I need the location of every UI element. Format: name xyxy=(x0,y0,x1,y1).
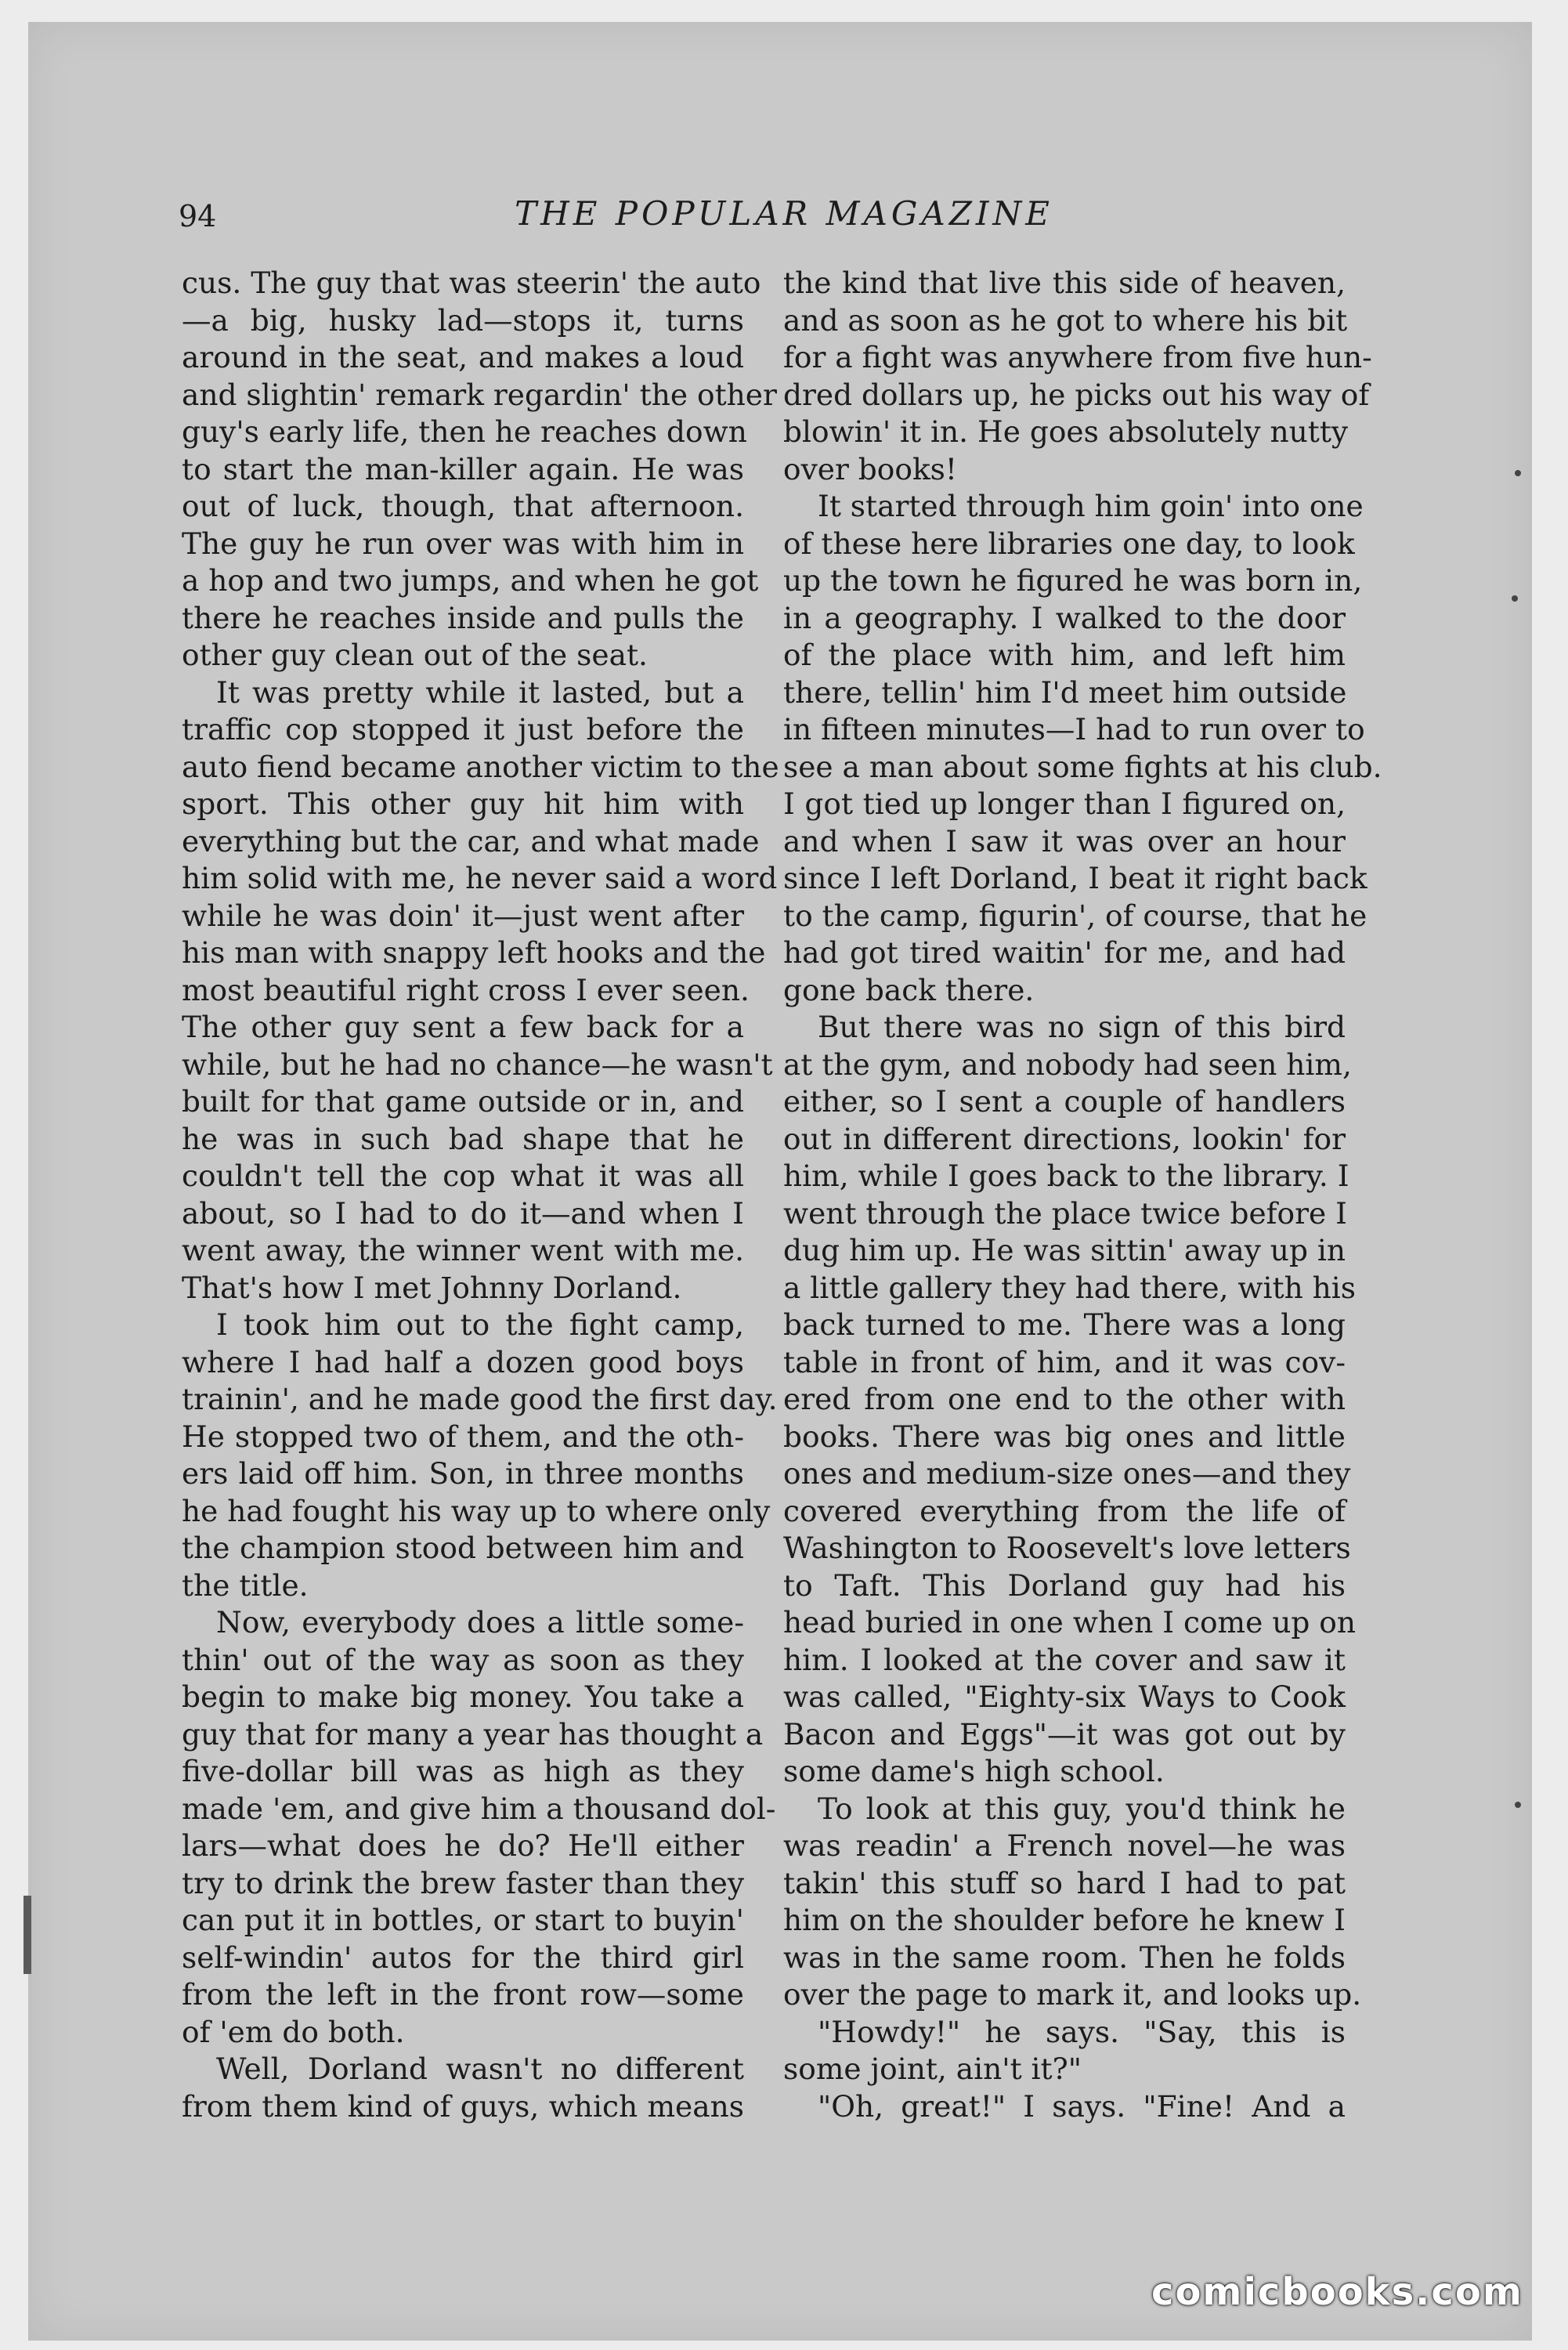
text-line: to Taft. This Dorland guy had his xyxy=(783,1567,1346,1603)
text-line: from them kind of guys, which means xyxy=(182,2088,744,2124)
text-line: five-dollar bill was as high as they xyxy=(182,1754,744,1788)
right-column xyxy=(783,265,1382,2125)
text-line: lars—what does he do? He'll either xyxy=(182,1828,744,1863)
text-line: ers laid off him. Son, in three months xyxy=(182,1456,744,1491)
text-line: sport. This other guy hit him with xyxy=(182,786,744,821)
edge-speck xyxy=(1512,595,1518,602)
text-line: ered from one end to the other with xyxy=(783,1382,1346,1416)
text-line: a hop and two jumps, and when he got xyxy=(182,563,759,598)
text-line: at the gym, and nobody had seen him, xyxy=(783,1047,1352,1082)
text-line: guy that for many a year has thought a xyxy=(182,1716,764,1752)
text-line: takin' this stuff so hard I had to pat xyxy=(783,1865,1346,1900)
text-line: dug him up. He was sittin' away up in xyxy=(783,1233,1346,1267)
text-line: the title. xyxy=(182,1567,309,1603)
text-line: the champion stood between him and xyxy=(182,1531,744,1565)
text-line: Now, everybody does a little some- xyxy=(216,1605,744,1640)
text-line: I got tied up longer than I figured on, xyxy=(783,786,1346,821)
page-number: 94 xyxy=(179,199,217,233)
text-line: He stopped two of them, and the oth- xyxy=(182,1419,744,1454)
text-line: about, so I had to do it—and when I xyxy=(182,1195,744,1231)
text-line: him solid with me, he never said a word xyxy=(182,861,778,895)
text-line: since I left Dorland, I beat it right back xyxy=(783,861,1367,895)
text-line: in a geography. I walked to the door xyxy=(783,600,1346,635)
text-line: over books! xyxy=(783,451,957,486)
text-line: while he was doin' it—just went after xyxy=(182,898,744,933)
text-line: over the page to mark it, and looks up. xyxy=(783,1977,1362,2012)
text-line: there he reaches inside and pulls the xyxy=(182,600,744,635)
text-line: a little gallery they had there, with his xyxy=(783,1270,1357,1305)
text-line: he was in such bad shape that he xyxy=(182,1121,744,1156)
text-line: covered everything from the life of xyxy=(783,1493,1346,1528)
text-line: him on the shoulder before he knew I xyxy=(783,1903,1346,1937)
text-line: trainin', and he made good the first day. xyxy=(182,1382,778,1416)
text-line: and slightin' remark regardin' the other xyxy=(182,377,777,412)
text-line: he had fought his way up to where only xyxy=(182,1493,771,1528)
text-line: out in different directions, lookin' for xyxy=(783,1121,1346,1156)
text-line: to start the man-killer again. He was xyxy=(182,451,744,486)
text-line: was readin' a French novel—he was xyxy=(783,1828,1346,1863)
text-line: there, tellin' him I'd meet him outside xyxy=(783,674,1347,710)
edge-speck xyxy=(1515,1802,1521,1808)
text-line: couldn't tell the cop what it was all xyxy=(182,1159,744,1193)
text-line: —a big, husky lad—stops it, turns xyxy=(182,302,744,338)
text-line: of 'em do both. xyxy=(182,2014,405,2049)
text-line: up the town he figured he was born in, xyxy=(783,563,1363,598)
text-line: everything but the car, and what made xyxy=(182,823,760,859)
text-line: It was pretty while it lasted, but a xyxy=(216,674,744,710)
text-line: around in the seat, and makes a loud xyxy=(182,340,744,374)
text-line: built for that game outside or in, and xyxy=(182,1084,744,1119)
text-line: and when I saw it was over an hour xyxy=(783,823,1346,859)
text-line: either, so I sent a couple of handlers xyxy=(783,1084,1346,1119)
text-line: But there was no sign of this bird xyxy=(818,1010,1346,1044)
text-line: Washington to Roosevelt's love letters xyxy=(783,1531,1351,1565)
text-line: from the left in the front row—some xyxy=(182,1977,744,2012)
text-line: That's how I met Johnny Dorland. xyxy=(182,1270,682,1305)
text-line: his man with snappy left hooks and the xyxy=(182,935,766,970)
text-line: for a fight was anywhere from five hun- xyxy=(783,340,1372,374)
text-line: went away, the winner went with me. xyxy=(182,1233,744,1267)
text-line: to the camp, figurin', of course, that he xyxy=(783,898,1367,933)
text-line: was in the same room. Then he folds xyxy=(783,1940,1346,1975)
text-line: was called, "Eighty-six Ways to Cook xyxy=(783,1679,1346,1714)
text-line: made 'em, and give him a thousand dol- xyxy=(182,1791,776,1826)
edge-speck xyxy=(1515,470,1521,476)
text-line: where I had half a dozen good boys xyxy=(182,1344,744,1379)
text-line: The guy he run over was with him in xyxy=(182,526,744,561)
text-line: thin' out of the way as soon as they xyxy=(182,1642,744,1677)
text-line: him, while I goes back to the library. I xyxy=(783,1159,1349,1193)
text-line: out of luck, though, that afternoon. xyxy=(182,489,744,523)
text-line: while, but he had no chance—he wasn't xyxy=(182,1047,773,1082)
text-line: back turned to me. There was a long xyxy=(783,1307,1346,1342)
left-column xyxy=(182,265,779,2125)
text-line: dred dollars up, he picks out his way of xyxy=(783,377,1370,412)
text-line: traffic cop stopped it just before the xyxy=(182,712,744,747)
text-line: It started through him goin' into one xyxy=(818,489,1364,523)
watermark-logo: comicbooks.com xyxy=(1151,2270,1523,2314)
text-line: see a man about some fights at his club. xyxy=(783,749,1382,784)
text-line: auto fiend became another victim to the xyxy=(182,749,779,784)
text-line: some dame's high school. xyxy=(783,1754,1165,1788)
text-line: cus. The guy that was steerin' the auto xyxy=(182,266,761,300)
text-line: of the place with him, and left him xyxy=(783,638,1346,672)
text-line: ones and medium-size ones—and they xyxy=(783,1456,1351,1491)
text-line: went through the place twice before I xyxy=(783,1195,1347,1231)
text-line: most beautiful right cross I ever seen. xyxy=(182,972,750,1007)
text-line: the kind that live this side of heaven, xyxy=(783,266,1346,300)
text-line: try to drink the brew faster than they xyxy=(182,1865,744,1900)
text-line: guy's early life, then he reaches down xyxy=(182,414,747,449)
text-line: begin to make big money. You take a xyxy=(182,1679,744,1714)
text-line: books. There was big ones and little xyxy=(783,1419,1346,1454)
text-line: some joint, ain't it?" xyxy=(783,2052,1082,2086)
text-line: I took him out to the fight camp, xyxy=(216,1307,744,1342)
text-line: head buried in one when I come up on xyxy=(783,1605,1357,1640)
text-line: "Howdy!" he says. "Say, this is xyxy=(818,2014,1346,2049)
text-line: him. I looked at the cover and saw it xyxy=(783,1642,1346,1677)
text-line: "Oh, great!" I says. "Fine! And a xyxy=(818,2088,1346,2124)
text-line: gone back there. xyxy=(783,972,1035,1007)
running-head: THE POPULAR MAGAZINE xyxy=(515,194,1053,233)
text-line: self-windin' autos for the third girl xyxy=(182,1940,744,1975)
text-line: To look at this guy, you'd think he xyxy=(818,1791,1346,1826)
text-line: and as soon as he got to where his bit xyxy=(783,302,1348,338)
text-line: blowin' it in. He goes absolutely nutty xyxy=(783,414,1349,449)
text-line: in fifteen minutes—I had to run over to xyxy=(783,712,1365,747)
text-line: table in front of him, and it was cov- xyxy=(783,1344,1346,1379)
text-line: The other guy sent a few back for a xyxy=(182,1010,744,1044)
text-line: Bacon and Eggs"—it was got out by xyxy=(783,1716,1346,1752)
text-line: can put it in bottles, or start to buyin' xyxy=(182,1903,744,1937)
text-line: other guy clean out of the seat. xyxy=(182,638,648,672)
text-line: had got tired waitin' for me, and had xyxy=(783,935,1346,970)
text-line: of these here libraries one day, to look xyxy=(783,526,1355,561)
text-line: Well, Dorland wasn't no different xyxy=(216,2052,744,2086)
binding-mark xyxy=(23,1896,31,1974)
